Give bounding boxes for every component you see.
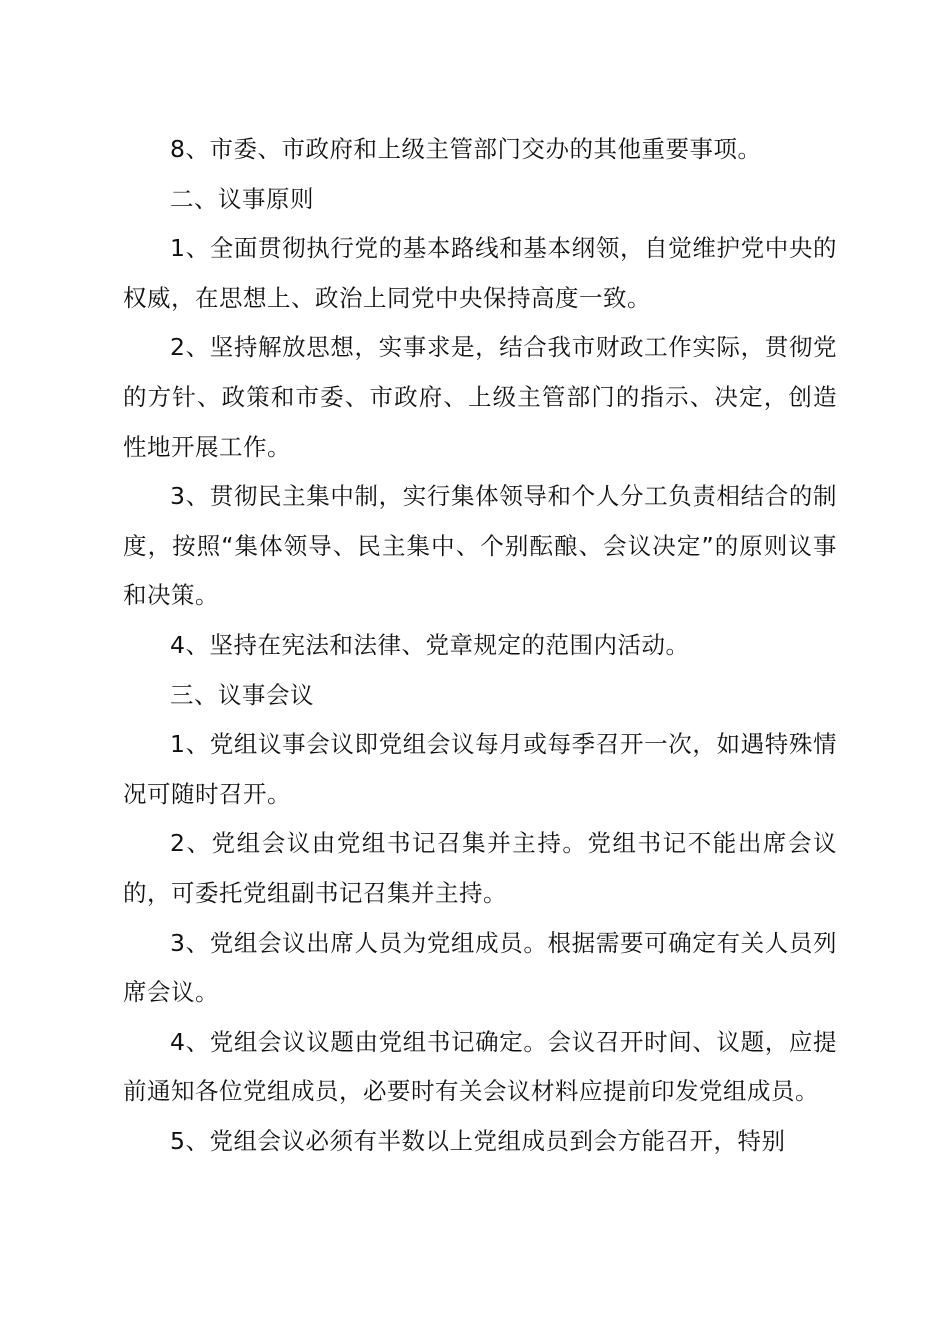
meeting-item-3: 3、党组会议出席人员为党组成员。根据需要可确定有关人员列席会议。 [123, 928, 837, 1007]
document-body [123, 125, 837, 1166]
principle-item-3: 3、贯彻民主集中制，实行集体领导和个人分工负责相结合的制度，按照“集体领导、民主集中、个别酝酿、会议决定”的原则议事和决策。 [123, 482, 837, 610]
meeting-item-5: 5、党组会议必须有半数以上党组成员到会方能召开，特别 [170, 1126, 786, 1155]
principle-item-4: 4、坚持在宪法和法律、党章规定的范围内活动。 [170, 630, 690, 659]
principle-item-2: 2、坚持解放思想，实事求是，结合我市财政工作实际，贯彻党的方针、政策和市委、市政府、上级主管部门的指示、决定，创造性地开展工作。 [123, 333, 837, 461]
section-heading-principles: 二、议事原则 [170, 184, 314, 213]
meeting-item-4: 4、党组会议议题由党组书记确定。会议召开时间、议题，应提前通知各位党组成员，必要时有关会议材料应提前印发党组成员。 [123, 1027, 837, 1106]
principle-item-1: 1、全面贯彻执行党的基本路线和基本纲领，自觉维护党中央的权威，在思想上、政治上同党中央保持高度一致。 [123, 234, 837, 312]
section-heading-meetings: 三、议事会议 [170, 680, 314, 709]
meeting-item-1: 1、党组议事会议即党组会议每月或每季召开一次，如遇特殊情况可随时召开。 [123, 730, 837, 808]
list-item-8-other-matters: 8、市委、市政府和上级主管部门交办的其他重要事项。 [170, 135, 762, 163]
meeting-item-2: 2、党组会议由党组书记召集并主持。党组书记不能出席会议的，可委托党组副书记召集并主持。 [123, 829, 837, 907]
